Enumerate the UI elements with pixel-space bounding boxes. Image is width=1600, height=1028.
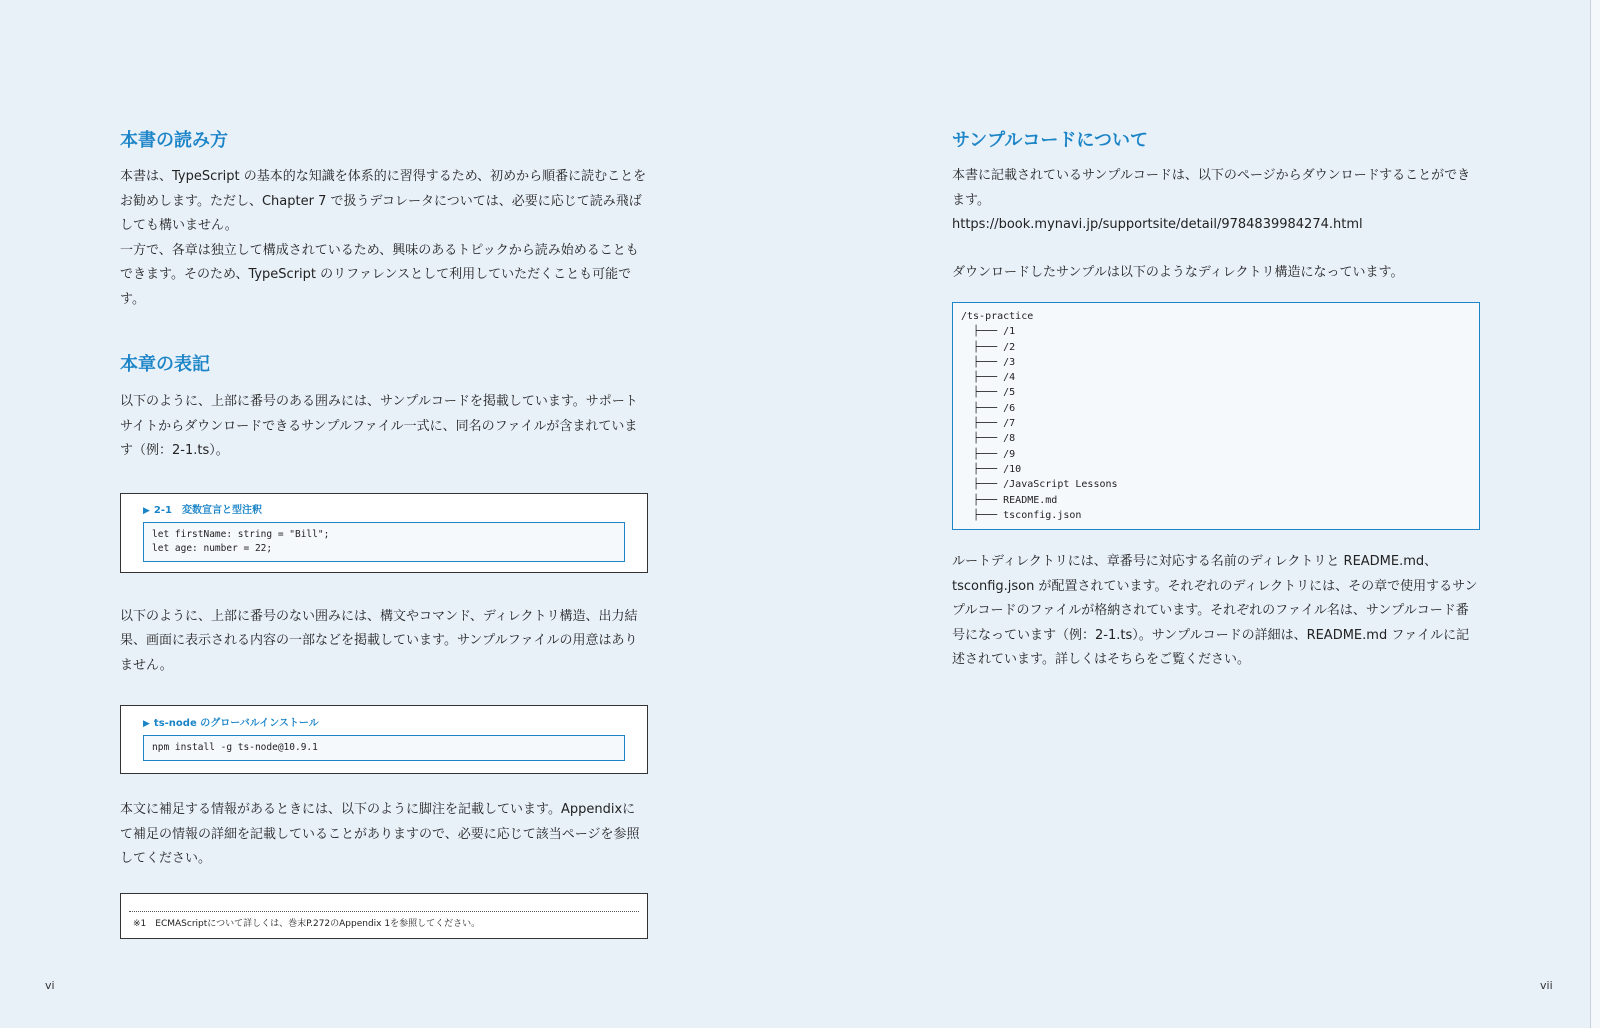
- sample-code-para3: ルートディレクトリには、章番号に対応する名前のディレクトリと README.md、tsconfig.json が配置されています。それぞれのディレクトリには、その章で使用するサンプルコードのファイルが格納されています。それぞれのファイル名は、サンプルコード番号になっています（例：2-1.ts）。サンプルコードの詳細は、README.md ファイルに記述されています。詳しくはそちらをご覧ください。: [952, 554, 1478, 667]
- dir-line: ├─── /1: [961, 326, 1016, 338]
- right-page-column: [952, 128, 1480, 673]
- dir-line: ├─── /2: [961, 341, 1016, 353]
- code-line: npm install -g ts-node@10.9.1: [152, 742, 318, 753]
- dir-line: ├─── tsconfig.json: [961, 509, 1082, 521]
- dir-line: ├─── /7: [961, 418, 1016, 430]
- code-box-unnumbered: [120, 705, 648, 774]
- code-line: let firstName: string = "Bill";: [152, 528, 330, 540]
- how-to-read-para1: 本書は、TypeScript の基本的な知識を体系的に習得するため、初めから順番に読むことをお勧めします。ただし、Chapter 7 で扱うデコレータについては、必要に応じて読み飛ばしても構いません。: [120, 169, 647, 233]
- page-number-right: vii: [1540, 979, 1553, 992]
- dir-line: ├─── README.md: [961, 494, 1058, 506]
- sample-code-para1: 本書に記載されているサンプルコードは、以下のページからダウンロードすることができます。: [952, 168, 1471, 208]
- sample-code-para2: ダウンロードしたサンプルは以下のようなディレクトリ構造になっています。: [952, 264, 1404, 280]
- footnote-box: [120, 893, 648, 939]
- footnote-text: ※1 ECMAScriptについて詳しくは、巻末P.272のAppendix 1を参照してください。: [133, 918, 481, 929]
- sample-code-url[interactable]: https://book.mynavi.jp/supportsite/detail/9784839984274.html: [952, 217, 1363, 232]
- how-to-read-para2: 一方で、各章は独立して構成されているため、興味のあるトピックから読み始めることもできます。そのため、TypeScript のリファレンスとして利用していただくことも可能です。: [120, 242, 639, 307]
- heading-sample-code: サンプルコードについて: [952, 130, 1149, 151]
- code-box-numbered-caption: ▶ 2-1 変数宣言と型注釈: [143, 504, 262, 516]
- notation-para3: 本文に補足する情報があるときには、以下のように脚注を記載しています。Appendixにて補足の情報の詳細を記載していることがありますので、必要に応じて該当ページを参照してください。: [120, 802, 640, 866]
- dir-line: ├─── /6: [961, 402, 1016, 414]
- code-box-unnumbered-caption: ▶ ts-node のグローバルインストール: [143, 718, 319, 729]
- notation-para2: 以下のように、上部に番号のない囲みには、構文やコマンド、ディレクトリ構造、出力結果、画面に表示される内容の一部などを掲載しています。サンプルファイルの用意はありません。: [120, 608, 638, 673]
- dir-line: ├─── /5: [961, 387, 1016, 399]
- triangle-icon: ▶: [143, 719, 150, 729]
- page-number-left: vi: [45, 979, 55, 992]
- code-box-numbered: [120, 493, 648, 573]
- triangle-icon: ▶: [143, 505, 150, 516]
- code-block-unnumbered: [143, 735, 625, 761]
- code-line: let age: number = 22;: [152, 542, 273, 554]
- dir-line: ├─── /9: [961, 448, 1016, 460]
- notation-para1: 以下のように、上部に番号のある囲みには、サンプルコードを掲載しています。サポートサイトからダウンロードできるサンプルファイル一式に、同名のファイルが含まれています（例：2-1.ts）。: [120, 394, 638, 458]
- dir-line: /ts-practice: [961, 311, 1034, 322]
- dir-line: ├─── /10: [961, 463, 1022, 475]
- dir-line: ├─── /8: [961, 433, 1016, 445]
- directory-tree-box: [952, 302, 1480, 530]
- left-page-column: [120, 128, 648, 939]
- page-edge: [1590, 0, 1600, 1028]
- heading-how-to-read: 本書の読み方: [120, 130, 228, 151]
- code-block-numbered: [143, 522, 625, 562]
- heading-notation: 本章の表記: [120, 354, 210, 375]
- dir-line: ├─── /JavaScript Lessons: [961, 479, 1118, 491]
- dir-line: ├─── /3: [961, 356, 1016, 368]
- dir-line: ├─── /4: [961, 372, 1016, 384]
